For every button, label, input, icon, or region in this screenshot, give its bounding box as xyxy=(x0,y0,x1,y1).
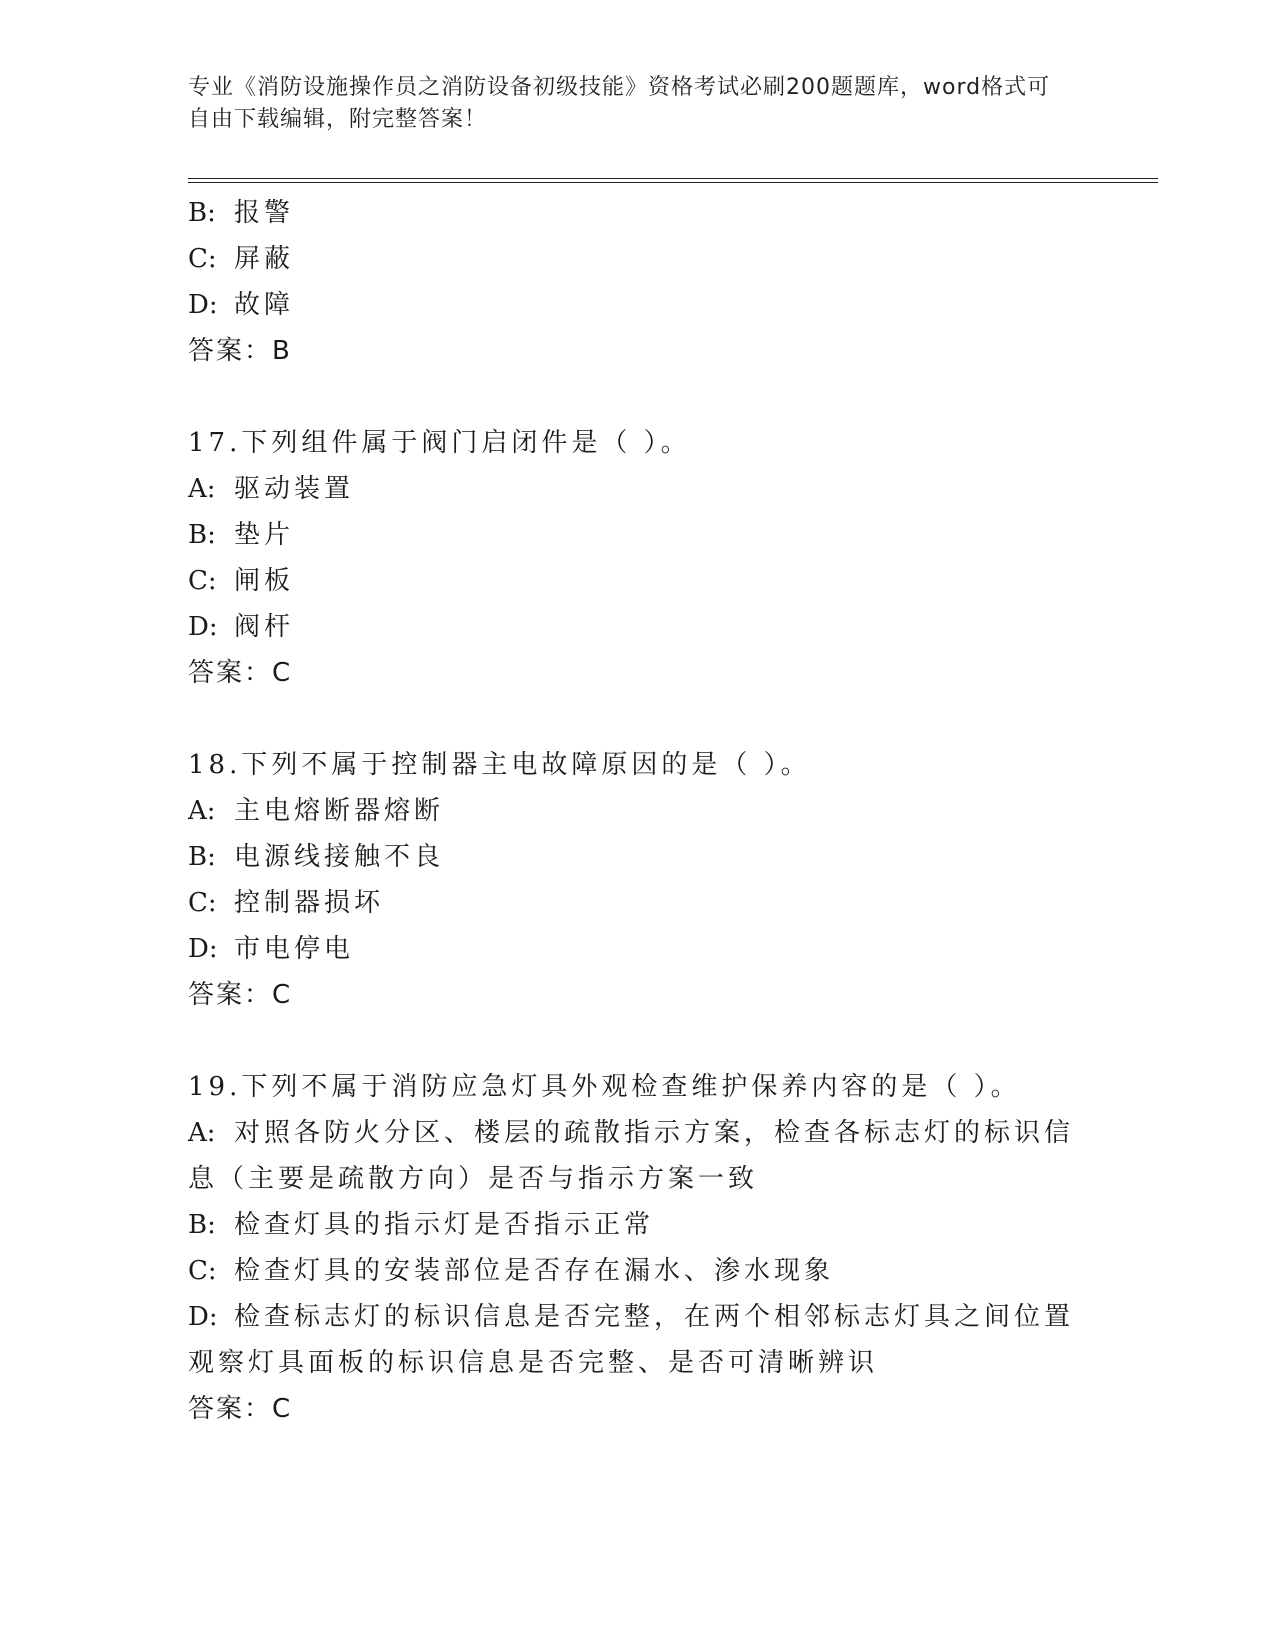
option-c xyxy=(188,1248,1088,1294)
option-a xyxy=(188,788,1088,834)
option-letter: C: xyxy=(188,566,217,596)
option-d xyxy=(188,282,1088,328)
option-d xyxy=(188,604,1088,650)
option-letter: B: xyxy=(188,842,216,872)
question-stem: 18.下列不属于控制器主电故障原因的是（ ）。 xyxy=(188,750,811,780)
option-d xyxy=(188,1294,1088,1386)
answer: 答案：B xyxy=(188,336,292,366)
option-text: 屏蔽 xyxy=(234,244,295,274)
option-a xyxy=(188,466,1088,512)
option-letter: D: xyxy=(188,612,218,642)
option-c xyxy=(188,236,1088,282)
option-text: 市电停电 xyxy=(234,934,355,964)
option-text: 闸板 xyxy=(234,566,295,596)
question-list xyxy=(188,190,1088,1432)
option-b xyxy=(188,834,1088,880)
option-b xyxy=(188,1202,1088,1248)
option-text: 检查灯具的指示灯是否指示正常 xyxy=(234,1210,655,1240)
question-19 xyxy=(188,1064,1088,1432)
option-letter: A: xyxy=(188,474,216,504)
option-letter: D: xyxy=(188,934,218,964)
spacer xyxy=(188,374,1088,420)
option-letter: C: xyxy=(188,1256,217,1286)
question-16-continued xyxy=(188,190,1088,374)
option-text: 故障 xyxy=(234,290,295,320)
answer: 答案：C xyxy=(188,980,293,1010)
option-c xyxy=(188,880,1088,926)
option-letter: C: xyxy=(188,888,217,918)
option-letter: B: xyxy=(188,520,216,550)
option-text: 检查灯具的安装部位是否存在漏水、渗水现象 xyxy=(234,1256,835,1286)
option-text: 对照各防火分区、楼层的疏散指示方案，检查各标志灯的标识信息（主要是疏散方向）是否与指示方案一致 xyxy=(188,1118,1075,1194)
option-text: 主电熔断器熔断 xyxy=(234,796,445,826)
header-rule-bottom xyxy=(188,182,1158,183)
option-c xyxy=(188,558,1088,604)
option-letter: C: xyxy=(188,244,217,274)
option-letter: B: xyxy=(188,1210,216,1240)
spacer xyxy=(188,696,1088,742)
option-text: 垫片 xyxy=(234,520,295,550)
option-b xyxy=(188,190,1088,236)
spacer xyxy=(188,1018,1088,1064)
question-18 xyxy=(188,742,1088,1018)
question-17 xyxy=(188,420,1088,696)
answer: 答案：C xyxy=(188,1394,293,1424)
option-letter: A: xyxy=(188,1118,216,1148)
option-d xyxy=(188,926,1088,972)
answer: 答案：C xyxy=(188,658,293,688)
option-letter: A: xyxy=(188,796,216,826)
option-text: 控制器损坏 xyxy=(234,888,385,918)
option-letter: D: xyxy=(188,1302,218,1332)
question-stem: 19.下列不属于消防应急灯具外观检查维护保养内容的是（ ）。 xyxy=(188,1072,1021,1102)
header-rule-top xyxy=(188,178,1158,179)
option-text: 阀杆 xyxy=(234,612,295,642)
option-letter: D: xyxy=(188,290,218,320)
option-text: 检查标志灯的标识信息是否完整，在两个相邻标志灯具之间位置观察灯具面板的标识信息是否完整、是否可清晰辨识 xyxy=(188,1302,1075,1378)
option-text: 报警 xyxy=(234,198,295,228)
question-stem: 17.下列组件属于阀门启闭件是（ ）。 xyxy=(188,428,691,458)
option-text: 电源线接触不良 xyxy=(234,842,445,872)
option-b xyxy=(188,512,1088,558)
document-header: 专业《消防设施操作员之消防设备初级技能》资格考试必刷200题题库，word格式可自由下载编辑，附完整答案！ xyxy=(188,75,1051,132)
option-a xyxy=(188,1110,1088,1202)
option-letter: B: xyxy=(188,198,216,228)
option-text: 驱动装置 xyxy=(234,474,355,504)
